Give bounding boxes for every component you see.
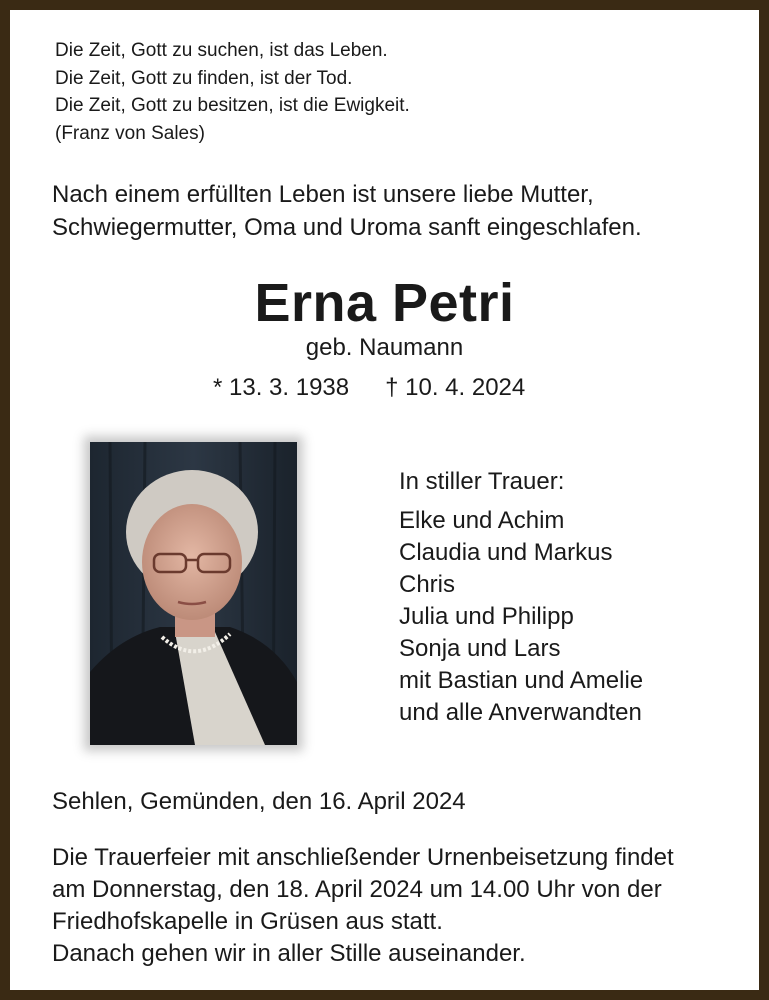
obituary-notice	[10, 10, 759, 990]
mourner-name: Chris	[399, 571, 456, 598]
life-dates	[213, 372, 525, 404]
funeral-service-info	[52, 842, 674, 970]
motto-quote	[55, 37, 410, 147]
death-date: † 10. 4. 2024	[385, 374, 526, 401]
maiden-name: geb. Naumann	[305, 334, 464, 361]
portrait-photo	[90, 442, 297, 745]
service-line: am Donnerstag, den 18. April 2024 um 14.00 Uhr von der	[52, 876, 662, 903]
mourner-name: Sonja und Lars	[399, 635, 561, 662]
mourner-name: Claudia und Markus	[399, 539, 613, 566]
intro-line: Schwiegermutter, Oma und Uroma sanft eingeschlafen.	[52, 214, 642, 241]
service-line: Danach gehen wir in aller Stille auseinander.	[52, 940, 526, 967]
mourner-name: und alle Anverwandten	[399, 699, 642, 726]
mourners-list	[399, 466, 643, 729]
motto-line: Die Zeit, Gott zu besitzen, ist die Ewigkeit.	[55, 95, 410, 116]
deceased-name: Erna Petri	[254, 273, 515, 333]
service-line: Die Trauerfeier mit anschließender Urnenbeisetzung findet	[52, 844, 674, 871]
motto-author: (Franz von Sales)	[55, 122, 205, 144]
service-line: Friedhofskapelle in Grüsen aus statt.	[52, 908, 443, 935]
motto-line: Die Zeit, Gott zu suchen, ist das Leben.	[55, 40, 388, 61]
mourner-name: Julia und Philipp	[399, 603, 574, 630]
intro-text	[52, 178, 642, 244]
portrait-photo-icon	[90, 442, 297, 745]
mourner-name: Elke und Achim	[399, 507, 565, 534]
intro-line: Nach einem erfüllten Leben ist unsere liebe Mutter,	[52, 181, 594, 208]
mourner-name: mit Bastian und Amelie	[399, 667, 644, 694]
motto-line: Die Zeit, Gott zu finden, ist der Tod.	[55, 67, 353, 89]
place-date: Sehlen, Gemünden, den 16. April 2024	[52, 788, 466, 815]
mourners-heading: In stiller Trauer:	[399, 468, 565, 495]
birth-date: * 13. 3. 1938	[213, 374, 350, 401]
